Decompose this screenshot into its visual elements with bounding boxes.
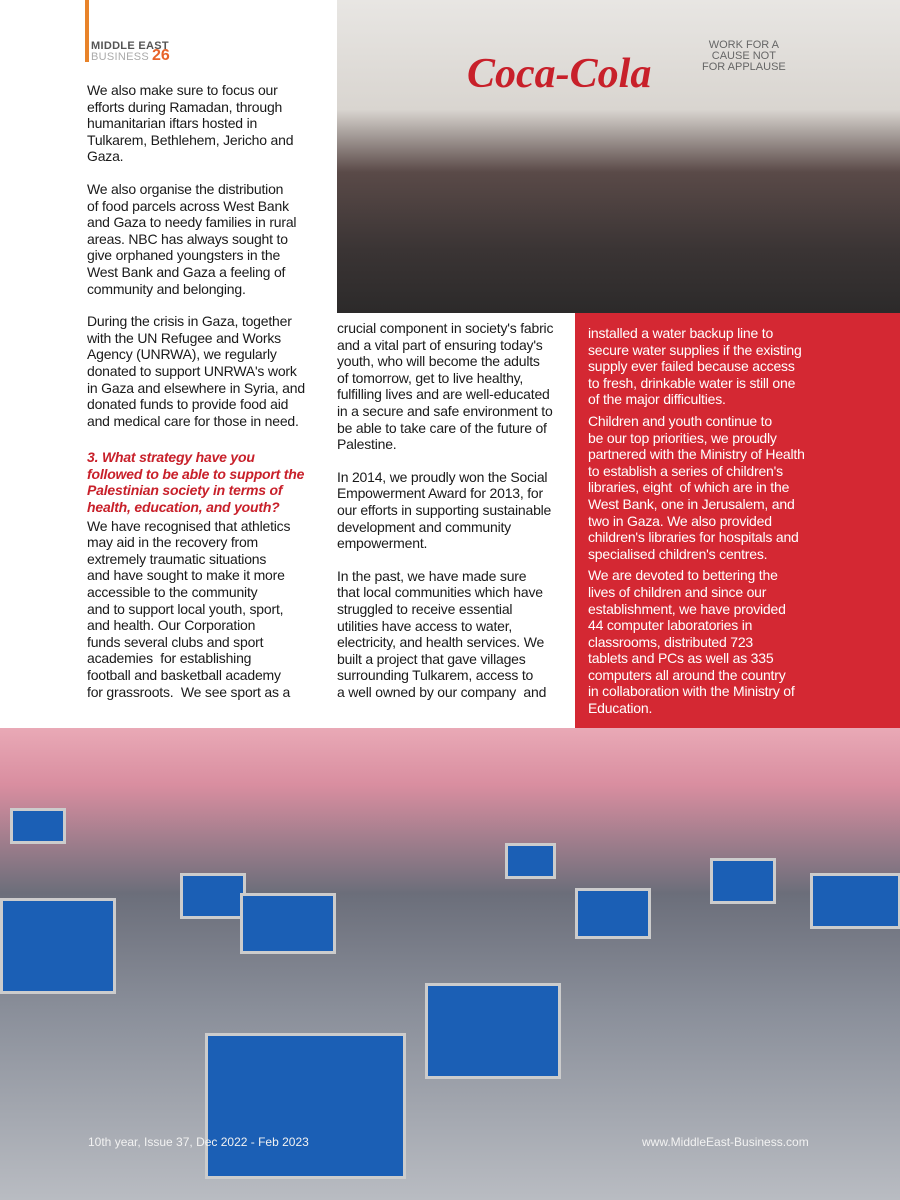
- laptop-screen: [425, 983, 561, 1079]
- paragraph: We also organise the distribution of food parcels across West Bank and Gaza to needy families in rural areas. NBC has always sought to give orphaned youngsters in the West Bank and Gaza a feeling of community and belonging.: [87, 180, 297, 297]
- laptop-screen: [710, 858, 776, 904]
- laptop-screen: [240, 893, 336, 954]
- paragraph: Children and youth continue to be our top priorities, we proudly partnered with the Ministry of Health to establish a series of children's libraries, eight of which are in the West Bank, one in Jerusalem, and two in Gaza. We also provided children's libraries for hospitals and specialised children's centres.: [588, 412, 805, 562]
- masthead-line1: MIDDLE EAST: [91, 40, 169, 52]
- laptop-screen: [505, 843, 556, 879]
- paragraph: We are devoted to bettering the lives of children and since our establishment, we have provided 44 computer laboratories in classrooms, distributed 723 tablets and PCs as well as 335 computers all around the country in collaboration with the Ministry of Education.: [588, 567, 795, 717]
- laptop-screen: [810, 873, 900, 929]
- paragraph: We also make sure to focus our efforts during Ramadan, through humanitarian iftars hosted in Tulkarem, Bethlehem, Jericho and Gaza.: [87, 82, 294, 165]
- wall-sign: WORK FOR A CAUSE NOT FOR APPLAUSE: [702, 39, 786, 73]
- masthead-line2: BUSINESS: [91, 51, 150, 63]
- laptop-screen: [575, 888, 651, 939]
- column-2: [337, 320, 573, 716]
- photo-classroom-laptops: [0, 728, 900, 1200]
- paragraph: We have recognised that athletics may aid in the recovery from extremely traumatic situations and have sought to make it more accessible to the community and to support local youth, sport, and health. Our Corporation funds several clubs and sport academies for establishing football and basketball academy for grassroots. We see sport as a: [87, 517, 291, 700]
- paragraph: In 2014, we proudly won the Social Empowerment Award for 2013, for our efforts in supporting sustainable development and community empowerment.: [337, 468, 552, 552]
- paragraph: During the crisis in Gaza, together with the UN Refugee and Works Agency (UNRWA), we regularly donated to support UNRWA's work in Gaza and elsewhere in Syria, and donated funds to provide food aid and medical care for those in need.: [87, 313, 305, 429]
- paragraph: crucial component in society's fabric and a vital part of ensuring today's youth, who will become the adults of tomorrow, get to live healthy, fulfilling lives and are well-educated in a secure and safe environment to be able to take care of the future of Palestine.: [337, 320, 554, 453]
- photo-award-ceremony: [337, 0, 900, 313]
- paragraph: installed a water backup line to secure water supplies if the existing supply ever failed because access to fresh, drinkable water is still one of the major difficulties.: [588, 325, 802, 408]
- masthead-accent-bar: [85, 0, 89, 62]
- coca-cola-logo: Coca-Cola: [467, 51, 652, 97]
- laptop-screen: [180, 873, 246, 919]
- laptop-screen: [10, 808, 66, 844]
- column-1: [87, 82, 332, 716]
- footer-website[interactable]: www.MiddleEast-Business.com: [642, 1135, 809, 1149]
- question-heading: 3. What strategy have you followed to be able to support the Palestinian society in terms of health, education, and youth?: [87, 449, 305, 516]
- laptop-screen: [205, 1033, 406, 1179]
- laptop-screen: [0, 898, 116, 994]
- paragraph: In the past, we have made sure that local communities which have struggled to receive essential utilities have access to water, electricity, and health services. We built a project that gave villages surrounding Tulkarem, access to a well owned by our company and: [337, 567, 547, 700]
- column-3: [588, 325, 896, 722]
- masthead: [91, 41, 170, 62]
- highlight-panel: [575, 313, 900, 728]
- footer-issue: 10th year, Issue 37, Dec 2022 - Feb 2023: [88, 1135, 309, 1149]
- page-number: 26: [152, 47, 170, 64]
